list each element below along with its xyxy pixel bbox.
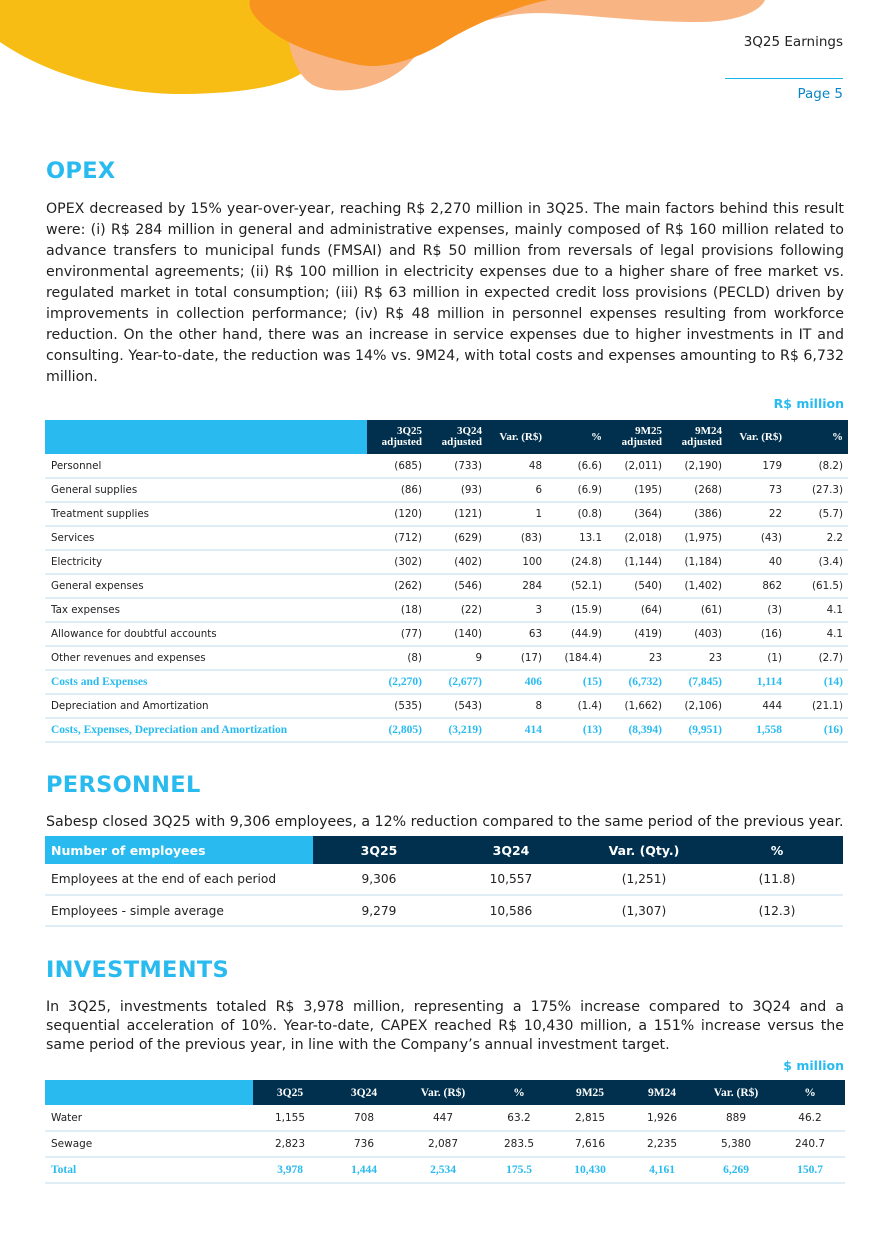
investments-row xyxy=(45,1131,845,1157)
opex-col-header-line2: adjusted xyxy=(681,436,722,448)
opex-cell: (8,394) xyxy=(607,718,667,742)
personnel-cell: (1,307) xyxy=(577,895,711,926)
opex-cell: 6 xyxy=(487,478,547,502)
header-divider xyxy=(725,78,843,79)
opex-cell: (13) xyxy=(547,718,607,742)
opex-row xyxy=(45,622,848,646)
opex-cell: 100 xyxy=(487,550,547,574)
investments-cell: 10,430 xyxy=(553,1157,627,1183)
opex-table-header xyxy=(45,420,848,454)
opex-col-header xyxy=(367,420,427,454)
opex-row xyxy=(45,454,848,478)
personnel-cell: 10,557 xyxy=(445,864,577,895)
header-decoration xyxy=(0,0,882,130)
opex-cell: (3.4) xyxy=(787,550,848,574)
opex-cell: (8) xyxy=(367,646,427,670)
opex-col-header-line1: 9M25 xyxy=(635,425,662,437)
opex-cell: (7,845) xyxy=(667,670,727,694)
investments-col-header: 3Q25 xyxy=(253,1080,327,1105)
opex-cell: 4.1 xyxy=(787,598,848,622)
investments-cell: 240.7 xyxy=(775,1131,845,1157)
opex-cell: (543) xyxy=(427,694,487,718)
opex-table-body xyxy=(45,454,848,742)
opex-cell: (16) xyxy=(787,718,848,742)
opex-col-header-line1: 3Q25 xyxy=(396,425,422,437)
opex-row xyxy=(45,598,848,622)
investments-cell: 46.2 xyxy=(775,1105,845,1131)
opex-cell: (6.6) xyxy=(547,454,607,478)
investments-cell: 63.2 xyxy=(485,1105,553,1131)
report-title: 3Q25 Earnings xyxy=(743,34,843,50)
opex-col-header-line2: adjusted xyxy=(621,436,662,448)
opex-col-header-line2: adjusted xyxy=(441,436,482,448)
opex-cell: (386) xyxy=(667,502,727,526)
opex-cell: (2,106) xyxy=(667,694,727,718)
investments-col-header: % xyxy=(485,1080,553,1105)
opex-col-header xyxy=(787,420,848,454)
investments-col-header: 3Q24 xyxy=(327,1080,401,1105)
investments-table-header xyxy=(45,1080,845,1105)
investments-cell: 2,235 xyxy=(627,1131,697,1157)
opex-cell: (77) xyxy=(367,622,427,646)
opex-cell: (93) xyxy=(427,478,487,502)
personnel-col-header: 3Q24 xyxy=(445,836,577,864)
opex-cell: (262) xyxy=(367,574,427,598)
opex-cell: (2.7) xyxy=(787,646,848,670)
opex-cell: 13.1 xyxy=(547,526,607,550)
opex-col-header xyxy=(667,420,727,454)
opex-row-label: Services xyxy=(45,526,367,550)
opex-cell: (21.1) xyxy=(787,694,848,718)
opex-cell: (2,190) xyxy=(667,454,727,478)
investments-cell: 447 xyxy=(401,1105,485,1131)
opex-row xyxy=(45,694,848,718)
investments-cell: 6,269 xyxy=(697,1157,775,1183)
opex-cell: (61.5) xyxy=(787,574,848,598)
investments-paragraph: In 3Q25, investments totaled R$ 3,978 million, representing a 175% increase compared to 3Q24 and a sequential acceleration of 10%. Year-to-date, CAPEX reached R$ 10,430 million, a 151% increase versus the same period of the previous year, in line with the Company’s annual investment target. xyxy=(46,999,844,1053)
opex-cell: (9,951) xyxy=(667,718,727,742)
opex-cell: 414 xyxy=(487,718,547,742)
opex-row-label: Treatment supplies xyxy=(45,502,367,526)
personnel-row xyxy=(45,864,843,895)
opex-cell: (184.4) xyxy=(547,646,607,670)
opex-cell: (2,018) xyxy=(607,526,667,550)
opex-cell: (61) xyxy=(667,598,727,622)
opex-cell: (268) xyxy=(667,478,727,502)
investments-row xyxy=(45,1105,845,1131)
opex-cell: (24.8) xyxy=(547,550,607,574)
opex-row-label: Costs and Expenses xyxy=(45,670,367,694)
opex-row xyxy=(45,670,848,694)
opex-row xyxy=(45,478,848,502)
opex-cell: (43) xyxy=(727,526,787,550)
opex-cell: 40 xyxy=(727,550,787,574)
opex-cell: (17) xyxy=(487,646,547,670)
investments-cell: 150.7 xyxy=(775,1157,845,1183)
opex-cell: (18) xyxy=(367,598,427,622)
opex-cell: 406 xyxy=(487,670,547,694)
opex-col-header xyxy=(547,420,607,454)
investments-row xyxy=(45,1157,845,1183)
opex-row-label: Allowance for doubtful accounts xyxy=(45,622,367,646)
opex-cell: 1,558 xyxy=(727,718,787,742)
investments-row-label: Sewage xyxy=(45,1131,253,1157)
investments-header-blank xyxy=(45,1080,253,1105)
opex-cell: (0.8) xyxy=(547,502,607,526)
opex-cell: (83) xyxy=(487,526,547,550)
opex-cell: (535) xyxy=(367,694,427,718)
personnel-table-header xyxy=(45,836,843,864)
opex-cell: 23 xyxy=(607,646,667,670)
opex-cell: (6.9) xyxy=(547,478,607,502)
opex-cell: (364) xyxy=(607,502,667,526)
opex-cell: (44.9) xyxy=(547,622,607,646)
personnel-col-header: Var. (Qty.) xyxy=(577,836,711,864)
investments-table-body xyxy=(45,1105,845,1183)
opex-cell: (16) xyxy=(727,622,787,646)
opex-row xyxy=(45,574,848,598)
opex-cell: 3 xyxy=(487,598,547,622)
personnel-title: PERSONNEL xyxy=(46,772,201,798)
opex-cell: 179 xyxy=(727,454,787,478)
investments-cell: 736 xyxy=(327,1131,401,1157)
investments-unit-label: $ million xyxy=(783,1058,844,1073)
opex-cell: (22) xyxy=(427,598,487,622)
personnel-cell: 9,306 xyxy=(313,864,445,895)
investments-cell: 1,926 xyxy=(627,1105,697,1131)
opex-cell: (86) xyxy=(367,478,427,502)
investments-cell: 889 xyxy=(697,1105,775,1131)
personnel-row xyxy=(45,895,843,926)
opex-cell: (1,662) xyxy=(607,694,667,718)
opex-cell: 4.1 xyxy=(787,622,848,646)
opex-cell: 22 xyxy=(727,502,787,526)
personnel-paragraph: Sabesp closed 3Q25 with 9,306 employees, a 12% reduction compared to the same period of the previous year. xyxy=(46,814,844,830)
opex-cell: 9 xyxy=(427,646,487,670)
opex-cell: (712) xyxy=(367,526,427,550)
investments-cell: 2,087 xyxy=(401,1131,485,1157)
personnel-row-label: Employees at the end of each period xyxy=(45,864,313,895)
investments-cell: 7,616 xyxy=(553,1131,627,1157)
opex-cell: 23 xyxy=(667,646,727,670)
personnel-table xyxy=(45,836,843,927)
personnel-cell: 9,279 xyxy=(313,895,445,926)
investments-cell: 283.5 xyxy=(485,1131,553,1157)
investments-cell: 1,444 xyxy=(327,1157,401,1183)
investments-cell: 175.5 xyxy=(485,1157,553,1183)
opex-col-header xyxy=(487,420,547,454)
opex-cell: 73 xyxy=(727,478,787,502)
investments-col-header: 9M25 xyxy=(553,1080,627,1105)
opex-cell: (2,270) xyxy=(367,670,427,694)
investments-cell: 2,534 xyxy=(401,1157,485,1183)
investments-cell: 3,978 xyxy=(253,1157,327,1183)
investments-cell: 4,161 xyxy=(627,1157,697,1183)
personnel-cell: (11.8) xyxy=(711,864,843,895)
opex-cell: (121) xyxy=(427,502,487,526)
opex-col-header-line1: 3Q24 xyxy=(456,425,482,437)
personnel-cell: 10,586 xyxy=(445,895,577,926)
opex-cell: 48 xyxy=(487,454,547,478)
investments-col-header: 9M24 xyxy=(627,1080,697,1105)
opex-cell: (120) xyxy=(367,502,427,526)
opex-unit-label: R$ million xyxy=(773,396,844,411)
personnel-cell: (1,251) xyxy=(577,864,711,895)
opex-col-header-line1: Var. (R$) xyxy=(499,430,542,443)
opex-cell: (1.4) xyxy=(547,694,607,718)
opex-cell: (403) xyxy=(667,622,727,646)
personnel-col-header: % xyxy=(711,836,843,864)
opex-cell: (302) xyxy=(367,550,427,574)
opex-cell: (1,184) xyxy=(667,550,727,574)
opex-cell: (685) xyxy=(367,454,427,478)
opex-col-header xyxy=(727,420,787,454)
opex-cell: (14) xyxy=(787,670,848,694)
opex-cell: (3,219) xyxy=(427,718,487,742)
opex-cell: (2,805) xyxy=(367,718,427,742)
opex-cell: 63 xyxy=(487,622,547,646)
opex-cell: (1) xyxy=(727,646,787,670)
opex-cell: (64) xyxy=(607,598,667,622)
opex-row xyxy=(45,646,848,670)
opex-cell: 8 xyxy=(487,694,547,718)
opex-cell: (546) xyxy=(427,574,487,598)
opex-cell: (1,402) xyxy=(667,574,727,598)
investments-cell: 2,823 xyxy=(253,1131,327,1157)
opex-col-header xyxy=(607,420,667,454)
investments-row-label: Total xyxy=(45,1157,253,1183)
opex-row-label: General supplies xyxy=(45,478,367,502)
opex-header-blank xyxy=(45,420,367,454)
opex-row-label: Depreciation and Amortization xyxy=(45,694,367,718)
opex-cell: (402) xyxy=(427,550,487,574)
opex-row xyxy=(45,502,848,526)
opex-cell: (2,011) xyxy=(607,454,667,478)
opex-cell: (27.3) xyxy=(787,478,848,502)
opex-cell: (540) xyxy=(607,574,667,598)
opex-cell: (733) xyxy=(427,454,487,478)
investments-cell: 2,815 xyxy=(553,1105,627,1131)
opex-cell: (1,144) xyxy=(607,550,667,574)
personnel-col-header: 3Q25 xyxy=(313,836,445,864)
investments-cell: 708 xyxy=(327,1105,401,1131)
opex-cell: (6,732) xyxy=(607,670,667,694)
opex-col-header xyxy=(427,420,487,454)
opex-row xyxy=(45,550,848,574)
opex-row-label: Electricity xyxy=(45,550,367,574)
opex-cell: (15) xyxy=(547,670,607,694)
opex-cell: 444 xyxy=(727,694,787,718)
opex-row-label: Tax expenses xyxy=(45,598,367,622)
opex-row-label: Personnel xyxy=(45,454,367,478)
opex-cell: (629) xyxy=(427,526,487,550)
opex-cell: (15.9) xyxy=(547,598,607,622)
opex-cell: (52.1) xyxy=(547,574,607,598)
investments-cell: 5,380 xyxy=(697,1131,775,1157)
opex-table xyxy=(45,420,848,743)
investments-col-header: % xyxy=(775,1080,845,1105)
opex-paragraph: OPEX decreased by 15% year-over-year, reaching R$ 2,270 million in 3Q25. The main factors behind this result were: (i) R$ 284 million in general and administrative expenses, mainly composed of R$ 160 million related to advance transfers to municipal funds (FMSAI) and R$ 50 million from reversals of legal provisions following environmental agreements; (ii) R$ 100 million in electricity expenses due to a higher share of free market vs. regulated market in total consumption; (iii) R$ 63 million in expected credit loss provisions (PECLD) driven by improvements in collection performance; (iv) R$ 48 million in personnel expenses resulting from workforce reduction. On the other hand, there was an increase in service expenses due to higher investments in IT and consulting. Year-to-date, the reduction was 14% vs. 9M24, with total costs and expenses amounting to R$ 6,732 million. xyxy=(46,201,844,385)
opex-cell: (2,677) xyxy=(427,670,487,694)
opex-col-header-line1: % xyxy=(591,430,602,443)
opex-cell: 284 xyxy=(487,574,547,598)
opex-cell: 1,114 xyxy=(727,670,787,694)
opex-cell: (195) xyxy=(607,478,667,502)
opex-col-header-line1: Var. (R$) xyxy=(739,430,782,443)
opex-title: OPEX xyxy=(46,158,116,184)
opex-col-header-line1: 9M24 xyxy=(695,425,722,437)
personnel-row-label: Employees - simple average xyxy=(45,895,313,926)
investments-col-header: Var. (R$) xyxy=(401,1080,485,1105)
personnel-cell: (12.3) xyxy=(711,895,843,926)
investments-title: INVESTMENTS xyxy=(46,957,229,983)
opex-cell: (1,975) xyxy=(667,526,727,550)
opex-cell: 2.2 xyxy=(787,526,848,550)
opex-row xyxy=(45,718,848,742)
personnel-table-body xyxy=(45,864,843,926)
opex-row xyxy=(45,526,848,550)
opex-cell: (3) xyxy=(727,598,787,622)
opex-col-header-line1: % xyxy=(832,430,843,443)
opex-cell: 862 xyxy=(727,574,787,598)
opex-row-label: Costs, Expenses, Depreciation and Amortization xyxy=(45,718,367,742)
opex-row-label: General expenses xyxy=(45,574,367,598)
opex-row-label: Other revenues and expenses xyxy=(45,646,367,670)
opex-col-header-line2: adjusted xyxy=(381,436,422,448)
investments-table xyxy=(45,1080,845,1184)
personnel-header-label: Number of employees xyxy=(45,836,313,864)
opex-cell: (140) xyxy=(427,622,487,646)
investments-row-label: Water xyxy=(45,1105,253,1131)
investments-cell: 1,155 xyxy=(253,1105,327,1131)
opex-cell: (8.2) xyxy=(787,454,848,478)
opex-cell: (5.7) xyxy=(787,502,848,526)
opex-cell: (419) xyxy=(607,622,667,646)
opex-cell: 1 xyxy=(487,502,547,526)
investments-col-header: Var. (R$) xyxy=(697,1080,775,1105)
page-number: Page 5 xyxy=(797,86,843,102)
